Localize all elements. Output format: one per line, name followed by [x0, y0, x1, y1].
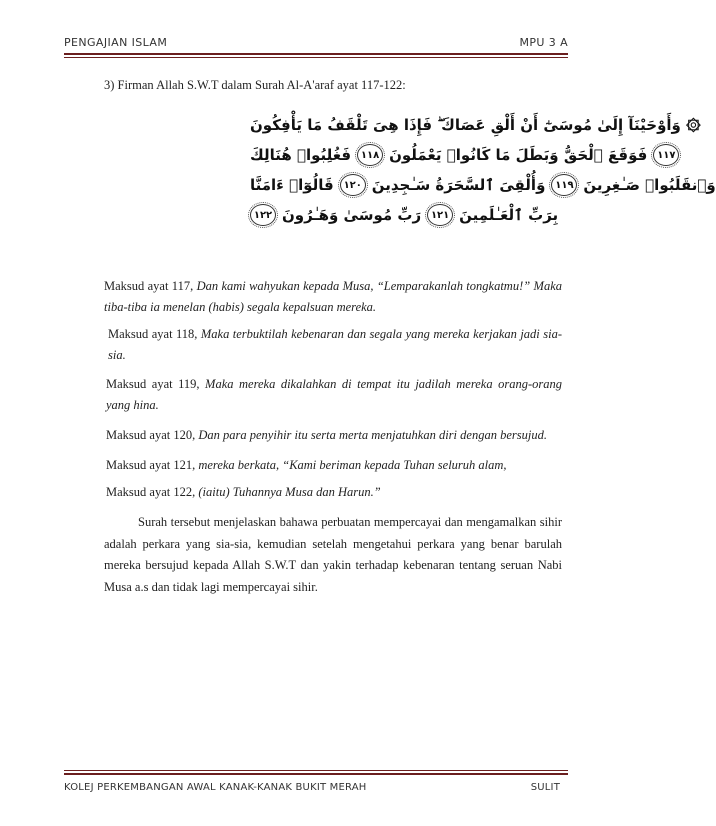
page-header: [64, 36, 568, 49]
ayah-number-mark: ١١٧: [653, 144, 679, 166]
arabic-text: فَوَقَعَ ٱلْحَقُّ وَبَطَلَ مَا كَانُوا۟ يَعْمَلُونَ: [389, 146, 648, 164]
arabic-line-1: [250, 110, 701, 140]
ayah-number-mark: ١١٨: [357, 144, 383, 166]
verse-translation: Maka mereka dikalahkan di tempat itu jadilah mereka orang-orang yang hina.: [106, 377, 562, 412]
footer-rule-thin: [64, 770, 568, 771]
verse-label: Maksud ayat 118,: [108, 327, 201, 341]
arabic-text: بِرَبِّ ٱلْعَـٰلَمِينَ: [459, 206, 559, 224]
verse-intro: 3) Firman Allah S.W.T dalam Surah Al-A'araf ayat 117-122:: [104, 78, 406, 92]
arabic-line-4: [250, 200, 575, 230]
ayah-number-mark: ١٢١: [427, 204, 453, 226]
ayah-number-mark: ١١٩: [551, 174, 577, 196]
arabic-text: وَٱنقَلَبُوا۟ صَـٰغِرِينَ: [583, 176, 716, 194]
verse-label: Maksud ayat 119,: [106, 377, 206, 391]
arabic-line-3: [250, 170, 716, 200]
verse-label: Maksud ayat 122,: [106, 485, 199, 499]
verse-translation: mereka berkata, “Kami beriman kepada Tuhan seluruh alam,: [198, 458, 507, 472]
footer-right: SULIT: [530, 782, 560, 793]
translation-122: [106, 482, 564, 503]
page-footer: [64, 782, 560, 793]
header-rule: [64, 53, 568, 55]
footer-left: KOLEJ PERKEMBANGAN AWAL KANAK-KANAK BUKIT MERAH: [64, 782, 367, 793]
summary-paragraph: Surah tersebut menjelaskan bahawa perbuatan mempercayai dan mengamalkan sihir adalah perkara yang sia-sia, kemudian setelah mengetahui perkara yang benar barulah mereka bersujud kepada Allah S.W.T dan yakin terhadap kebenaran tentang seruan Nabi Musa a.s dan tidak lagi mempercayai sihir.: [104, 515, 562, 594]
arabic-verses: [250, 110, 716, 232]
verse-translation: Dan kami wahyukan kepada Musa, “Lemparakanlah tongkatmu!” Maka tiba-tiba ia menelan (habis) segala kepalsuan mereka.: [104, 279, 562, 314]
verse-translation: Dan para penyihir itu serta merta menjatuhkan diri dengan bersujud.: [198, 428, 547, 442]
verse-label: Maksud ayat 117,: [104, 279, 197, 293]
arabic-text: قَالُوٓا۟ ءَامَنَّا: [250, 176, 334, 194]
header-left: PENGAJIAN ISLAM: [64, 36, 168, 49]
arabic-text: ۞ وَأَوْحَيْنَآ إِلَىٰ مُوسَىٰٓ أَنْ أَلْقِ عَصَاكَ ۖ فَإِذَا هِىَ تَلْقَفُ مَا يَأْفِكُونَ: [250, 116, 701, 134]
translation-117: [104, 276, 562, 318]
verse-translation: (iaitu) Tuhannya Musa dan Harun.”: [198, 485, 381, 499]
verse-label: Maksud ayat 121,: [106, 458, 199, 472]
translation-118: [108, 324, 562, 366]
verse-label: Maksud ayat 120,: [106, 428, 199, 442]
ayah-number-mark: ١٢٠: [340, 174, 366, 196]
ayah-number-mark: ١٢٢: [250, 204, 276, 226]
translation-119: [106, 374, 562, 416]
arabic-line-2: [250, 140, 676, 170]
footer-rule: [64, 773, 568, 775]
translation-121: [106, 455, 564, 476]
header-rule-thin: [64, 57, 568, 58]
header-right: MPU 3 A: [519, 36, 568, 49]
arabic-text: فَغُلِبُوا۟ هُنَالِكَ: [250, 146, 352, 164]
translation-120: [106, 425, 564, 446]
arabic-text: وَأُلْقِىَ ٱلسَّحَرَةُ سَـٰجِدِينَ: [371, 176, 546, 194]
verse-translation: Maka terbuktilah kebenaran dan segala yang mereka kerjakan jadi sia-sia.: [108, 327, 562, 362]
arabic-text: رَبِّ مُوسَىٰ وَهَـٰرُونَ: [282, 206, 422, 224]
